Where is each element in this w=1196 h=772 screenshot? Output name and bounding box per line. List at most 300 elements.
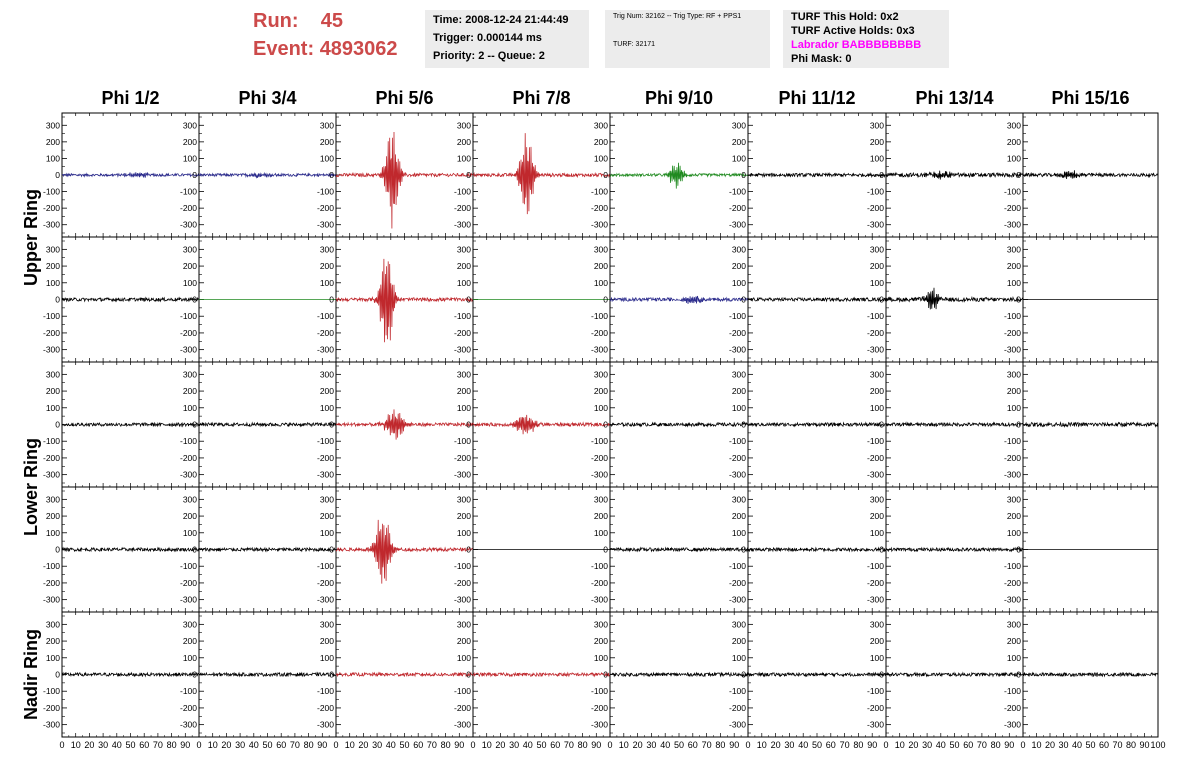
- y-tick-label: 200: [182, 386, 197, 397]
- y-tick-label: 0: [466, 294, 471, 305]
- y-tick-label: -200: [316, 702, 334, 713]
- x-tick-label: 10: [344, 740, 355, 750]
- y-tick-label: -300: [590, 719, 608, 730]
- y-tick-label: -300: [590, 344, 608, 355]
- y-tick-label: -100: [590, 186, 608, 197]
- waveform-trace: [610, 163, 748, 189]
- y-tick-label: -100: [866, 311, 884, 322]
- x-tick-label: 70: [152, 740, 163, 750]
- y-tick-label: -300: [453, 469, 471, 480]
- y-tick-label: 200: [319, 261, 334, 272]
- y-tick-label: 0: [192, 170, 197, 180]
- y-tick-label: 300: [319, 494, 334, 505]
- y-tick-label: 100: [182, 527, 197, 538]
- y-tick-label: 200: [45, 636, 60, 647]
- y-tick-label: -100: [728, 311, 746, 322]
- y-tick-label: -100: [866, 186, 884, 197]
- y-tick-label: 100: [731, 527, 746, 538]
- y-tick-label: 0: [741, 544, 746, 555]
- waveform-trace: [1023, 170, 1158, 179]
- y-tick-label: -200: [866, 702, 884, 713]
- x-tick-label: 20: [84, 740, 95, 750]
- y-tick-label: 0: [466, 544, 471, 555]
- waveform-trace: [748, 548, 886, 551]
- x-tick-label: 30: [784, 740, 795, 750]
- x-tick-label: 10: [70, 740, 81, 750]
- y-tick-label: 0: [55, 669, 60, 680]
- waveform-trace: [473, 133, 610, 214]
- y-tick-label: 300: [45, 369, 60, 380]
- y-tick-label: -200: [316, 327, 334, 338]
- y-tick-label: 100: [45, 527, 60, 538]
- y-tick-label: -200: [590, 203, 608, 214]
- y-tick-label: -300: [1003, 469, 1021, 480]
- waveform-trace: [748, 298, 886, 301]
- y-tick-label: 0: [329, 669, 334, 680]
- y-tick-label: -200: [866, 452, 884, 463]
- y-tick-label: 0: [329, 419, 334, 430]
- x-tick-label: 80: [440, 740, 451, 750]
- trig-num-text: Trig Num: 32162 -- Trig Type: RF + PPS1: [613, 13, 742, 20]
- waveform-trace: [748, 423, 886, 426]
- y-tick-label: 100: [731, 277, 746, 288]
- x-tick-label: 70: [426, 740, 437, 750]
- y-tick-label: -100: [728, 436, 746, 447]
- y-tick-label: -300: [42, 469, 60, 480]
- phi-mask-text: Phi Mask: 0: [791, 53, 852, 65]
- y-tick-label: 200: [45, 136, 60, 147]
- y-tick-label: -300: [316, 219, 334, 230]
- y-tick-label: 200: [1006, 136, 1021, 147]
- y-tick-label: 300: [593, 369, 608, 380]
- y-tick-label: 0: [603, 170, 608, 180]
- y-tick-label: -200: [42, 203, 60, 214]
- x-tick-label: 40: [798, 740, 809, 750]
- y-tick-label: -200: [316, 577, 334, 588]
- x-tick-label: 80: [166, 740, 177, 750]
- y-tick-label: 300: [182, 369, 197, 380]
- y-tick-label: -200: [1003, 702, 1021, 713]
- waveform-trace: [473, 673, 610, 676]
- x-tick-label: 0: [1020, 740, 1026, 750]
- y-tick-label: 200: [731, 136, 746, 147]
- x-tick-label: 10: [756, 740, 767, 750]
- y-tick-label: -300: [1003, 719, 1021, 730]
- x-tick-label: 70: [289, 740, 300, 750]
- y-tick-label: 300: [593, 120, 608, 131]
- y-tick-label: 100: [45, 153, 60, 164]
- x-tick-label: 80: [303, 740, 314, 750]
- y-tick-label: 100: [731, 652, 746, 663]
- y-tick-label: 0: [192, 669, 197, 680]
- x-tick-label: 90: [591, 740, 602, 750]
- waveform-trace: [610, 423, 748, 426]
- y-tick-label: -100: [42, 686, 60, 697]
- y-tick-label: 200: [731, 261, 746, 272]
- x-tick-label: 0: [59, 740, 65, 750]
- y-tick-label: -200: [1003, 203, 1021, 214]
- y-tick-label: 0: [603, 419, 608, 430]
- x-tick-label: 50: [949, 740, 960, 750]
- y-tick-label: 100: [182, 277, 197, 288]
- y-tick-label: -300: [1003, 344, 1021, 355]
- y-tick-label: 100: [1006, 402, 1021, 413]
- y-tick-label: 200: [319, 511, 334, 522]
- event-label: Event:: [253, 38, 315, 60]
- y-tick-label: 100: [869, 527, 884, 538]
- y-tick-label: 100: [456, 402, 471, 413]
- column-title: Phi 1/2: [101, 88, 160, 108]
- waveform-trace: [610, 548, 748, 551]
- y-tick-label: 100: [869, 652, 884, 663]
- time-text: Time: 2008-12-24 21:44:49: [433, 14, 569, 26]
- x-tick-label: 70: [839, 740, 850, 750]
- y-tick-label: 300: [1006, 244, 1021, 255]
- run-label: Run:: [253, 10, 299, 32]
- y-tick-label: 100: [45, 277, 60, 288]
- x-tick-label: 0: [470, 740, 476, 750]
- y-tick-label: 300: [182, 494, 197, 505]
- run-value: 45: [320, 10, 344, 32]
- y-tick-label: 0: [466, 170, 471, 180]
- waveform-trace: [336, 409, 473, 439]
- x-tick-label: 40: [385, 740, 396, 750]
- y-tick-label: 100: [1006, 153, 1021, 164]
- y-tick-label: 0: [466, 419, 471, 430]
- y-tick-label: 300: [869, 494, 884, 505]
- waveform-trace: [336, 520, 473, 584]
- y-tick-label: 300: [869, 619, 884, 630]
- y-tick-label: 300: [869, 369, 884, 380]
- y-tick-label: 100: [319, 402, 334, 413]
- y-tick-label: 300: [182, 244, 197, 255]
- y-tick-label: -200: [590, 577, 608, 588]
- y-tick-label: -100: [316, 311, 334, 322]
- y-tick-label: 0: [603, 294, 608, 305]
- y-tick-label: -300: [453, 344, 471, 355]
- y-tick-label: -300: [590, 594, 608, 605]
- waveform-trace: [62, 673, 199, 676]
- y-tick-label: 300: [319, 120, 334, 131]
- y-tick-label: 300: [319, 369, 334, 380]
- x-tick-label: 20: [495, 740, 506, 750]
- y-tick-label: -300: [728, 219, 746, 230]
- y-tick-label: 200: [731, 636, 746, 647]
- x-tick-label: 10: [1031, 740, 1042, 750]
- y-tick-label: -300: [179, 469, 197, 480]
- y-tick-label: -200: [728, 203, 746, 214]
- y-tick-label: 300: [1006, 494, 1021, 505]
- y-tick-label: 0: [329, 170, 334, 180]
- y-tick-label: -300: [728, 719, 746, 730]
- y-tick-label: 100: [1006, 277, 1021, 288]
- y-tick-label: 0: [55, 170, 60, 180]
- x-tick-label: 90: [729, 740, 740, 750]
- y-tick-label: 300: [456, 494, 471, 505]
- y-tick-label: -100: [316, 686, 334, 697]
- x-tick-label: 40: [1071, 740, 1083, 750]
- x-tick-label: 60: [825, 740, 836, 750]
- y-tick-label: 200: [456, 636, 471, 647]
- waveform-trace: [62, 172, 199, 177]
- y-tick-label: -300: [453, 719, 471, 730]
- y-tick-label: -200: [590, 327, 608, 338]
- x-tick-label: 90: [1004, 740, 1015, 750]
- y-tick-label: 100: [593, 277, 608, 288]
- y-tick-label: 300: [456, 120, 471, 131]
- x-tick-label: 10: [618, 740, 629, 750]
- y-tick-label: -300: [590, 219, 608, 230]
- waveform-trace: [886, 548, 1023, 551]
- y-tick-label: 200: [1006, 386, 1021, 397]
- y-tick-label: 300: [593, 494, 608, 505]
- x-tick-label: 60: [276, 740, 287, 750]
- y-tick-label: -300: [42, 219, 60, 230]
- y-tick-label: 200: [869, 261, 884, 272]
- y-tick-label: 0: [55, 544, 60, 555]
- turf-this-hold-text: TURF This Hold: 0x2: [791, 11, 899, 23]
- y-tick-label: -300: [866, 344, 884, 355]
- y-tick-label: -100: [728, 186, 746, 197]
- y-tick-label: -300: [728, 469, 746, 480]
- y-tick-label: -300: [179, 344, 197, 355]
- x-tick-label: 50: [1085, 740, 1096, 750]
- y-tick-label: 300: [593, 619, 608, 630]
- waveform-trace: [199, 173, 336, 178]
- y-tick-label: -100: [316, 436, 334, 447]
- y-tick-label: -300: [1003, 219, 1021, 230]
- y-tick-label: -100: [590, 561, 608, 572]
- y-tick-label: -200: [42, 702, 60, 713]
- y-tick-label: 0: [466, 669, 471, 680]
- x-tick-label: 60: [413, 740, 424, 750]
- y-tick-label: -200: [866, 203, 884, 214]
- y-tick-label: -100: [316, 186, 334, 197]
- y-tick-label: -100: [866, 686, 884, 697]
- y-tick-label: 0: [879, 544, 884, 555]
- y-tick-label: 0: [1016, 170, 1021, 180]
- y-tick-label: 0: [741, 669, 746, 680]
- y-tick-label: -300: [179, 219, 197, 230]
- waveform-trace: [610, 673, 748, 676]
- waveform-trace: [473, 415, 610, 434]
- y-tick-label: -300: [453, 594, 471, 605]
- x-tick-label: 50: [125, 740, 136, 750]
- y-tick-label: 200: [319, 136, 334, 147]
- waveform-trace: [1023, 423, 1158, 427]
- column-title: Phi 15/16: [1051, 88, 1130, 108]
- y-tick-label: 0: [192, 294, 197, 305]
- y-tick-label: -100: [728, 561, 746, 572]
- y-tick-label: 100: [319, 153, 334, 164]
- y-tick-label: -200: [42, 577, 60, 588]
- y-tick-label: 300: [869, 120, 884, 131]
- y-tick-label: -100: [42, 311, 60, 322]
- y-tick-label: 100: [319, 277, 334, 288]
- y-tick-label: 100: [456, 277, 471, 288]
- y-tick-label: -100: [1003, 186, 1021, 197]
- y-tick-label: 0: [55, 419, 60, 430]
- y-tick-label: -100: [316, 561, 334, 572]
- waveform-trace: [62, 423, 199, 426]
- y-tick-label: 0: [1016, 419, 1021, 430]
- y-tick-label: 0: [879, 294, 884, 305]
- y-tick-label: 300: [45, 494, 60, 505]
- y-tick-label: -200: [590, 452, 608, 463]
- row-label: Nadir Ring: [21, 628, 41, 721]
- y-tick-label: 200: [731, 386, 746, 397]
- y-tick-label: -300: [590, 469, 608, 480]
- y-tick-label: 200: [456, 511, 471, 522]
- x-tick-label: 70: [1112, 740, 1123, 750]
- y-tick-label: -300: [453, 219, 471, 230]
- x-tick-label: 50: [399, 740, 410, 750]
- y-tick-label: -100: [1003, 311, 1021, 322]
- y-tick-label: 300: [319, 244, 334, 255]
- y-tick-label: -300: [728, 594, 746, 605]
- y-tick-label: -200: [453, 452, 471, 463]
- y-tick-label: -200: [42, 452, 60, 463]
- x-tick-label: 90: [317, 740, 328, 750]
- y-tick-label: -200: [179, 327, 197, 338]
- y-tick-label: -300: [866, 219, 884, 230]
- x-tick-label: 0: [745, 740, 751, 750]
- x-tick-label: 10: [894, 740, 905, 750]
- y-tick-label: -200: [453, 702, 471, 713]
- x-tick-label: 0: [607, 740, 613, 750]
- y-tick-label: -100: [728, 686, 746, 697]
- y-tick-label: 300: [593, 244, 608, 255]
- x-tick-label: 100: [1150, 740, 1166, 750]
- y-tick-label: -300: [42, 594, 60, 605]
- y-tick-label: -100: [453, 311, 471, 322]
- trigger-text: Trigger: 0.000144 ms: [433, 32, 542, 44]
- y-tick-label: 200: [593, 136, 608, 147]
- x-tick-label: 60: [550, 740, 561, 750]
- y-tick-label: 200: [319, 386, 334, 397]
- x-tick-label: 60: [963, 740, 974, 750]
- y-tick-label: -100: [866, 561, 884, 572]
- y-tick-label: -200: [42, 327, 60, 338]
- y-tick-label: 0: [1016, 294, 1021, 305]
- y-tick-label: -100: [42, 186, 60, 197]
- y-tick-label: -200: [316, 203, 334, 214]
- waveform-trace: [62, 548, 199, 551]
- y-tick-label: 200: [869, 386, 884, 397]
- y-tick-label: 100: [593, 402, 608, 413]
- x-tick-label: 50: [262, 740, 273, 750]
- y-tick-label: 300: [731, 619, 746, 630]
- y-tick-label: 100: [182, 652, 197, 663]
- row-label: Upper Ring: [21, 189, 41, 286]
- y-tick-label: 100: [731, 153, 746, 164]
- x-tick-label: 20: [908, 740, 919, 750]
- y-tick-label: 200: [731, 511, 746, 522]
- y-tick-label: -100: [179, 311, 197, 322]
- x-tick-label: 60: [139, 740, 150, 750]
- y-tick-label: 0: [741, 419, 746, 430]
- y-tick-label: -300: [316, 719, 334, 730]
- x-tick-label: 70: [563, 740, 574, 750]
- y-tick-label: 100: [593, 527, 608, 538]
- x-tick-label: 0: [883, 740, 889, 750]
- y-tick-label: 0: [603, 544, 608, 555]
- y-tick-label: 300: [45, 120, 60, 131]
- y-tick-label: -300: [179, 594, 197, 605]
- y-tick-label: -100: [1003, 686, 1021, 697]
- x-tick-label: 30: [1058, 740, 1069, 750]
- x-tick-label: 40: [660, 740, 671, 750]
- x-tick-label: 20: [358, 740, 369, 750]
- x-tick-label: 60: [687, 740, 698, 750]
- y-tick-label: -300: [316, 469, 334, 480]
- y-tick-label: 300: [456, 244, 471, 255]
- y-tick-label: -200: [453, 203, 471, 214]
- waveform-trace: [199, 673, 336, 676]
- y-tick-label: -200: [728, 452, 746, 463]
- y-tick-label: -300: [179, 719, 197, 730]
- y-tick-label: 300: [869, 244, 884, 255]
- y-tick-label: 100: [869, 277, 884, 288]
- x-tick-label: 30: [98, 740, 109, 750]
- y-tick-label: -300: [42, 344, 60, 355]
- y-tick-label: -100: [179, 436, 197, 447]
- x-tick-label: 0: [196, 740, 202, 750]
- x-tick-label: 90: [180, 740, 191, 750]
- x-tick-label: 50: [673, 740, 685, 750]
- y-tick-label: 100: [319, 652, 334, 663]
- y-tick-label: 200: [456, 386, 471, 397]
- column-title: Phi 5/6: [375, 88, 434, 108]
- x-tick-label: 30: [235, 740, 246, 750]
- y-tick-label: 200: [1006, 511, 1021, 522]
- turf-active-holds-text: TURF Active Holds: 0x3: [791, 25, 915, 37]
- x-tick-label: 40: [935, 740, 946, 750]
- y-tick-label: 100: [731, 402, 746, 413]
- waveform-trace: [1023, 673, 1158, 676]
- x-tick-label: 90: [867, 740, 878, 750]
- y-tick-label: 0: [741, 170, 746, 180]
- y-tick-label: -300: [1003, 594, 1021, 605]
- x-tick-label: 90: [454, 740, 465, 750]
- y-tick-label: -300: [316, 594, 334, 605]
- waveform-trace: [199, 548, 336, 551]
- y-tick-label: 300: [182, 619, 197, 630]
- y-tick-label: -100: [179, 186, 197, 197]
- y-tick-label: 200: [182, 636, 197, 647]
- x-tick-label: 80: [853, 740, 864, 750]
- x-tick-label: 0: [333, 740, 339, 750]
- x-tick-label: 80: [990, 740, 1001, 750]
- y-tick-label: 100: [456, 153, 471, 164]
- y-tick-label: 0: [603, 669, 608, 680]
- y-tick-label: 200: [45, 511, 60, 522]
- y-tick-label: 300: [731, 369, 746, 380]
- y-tick-label: -200: [179, 577, 197, 588]
- x-tick-label: 20: [770, 740, 781, 750]
- y-tick-label: 300: [731, 244, 746, 255]
- y-tick-label: -100: [453, 686, 471, 697]
- y-tick-label: 100: [45, 402, 60, 413]
- event-value: 4893062: [319, 38, 398, 60]
- y-tick-label: 200: [182, 261, 197, 272]
- y-tick-label: 100: [593, 153, 608, 164]
- waveform-trace: [62, 298, 199, 301]
- y-tick-label: 0: [55, 294, 60, 305]
- y-tick-label: 0: [192, 419, 197, 430]
- waveform-trace: [336, 259, 473, 342]
- y-tick-label: -200: [179, 452, 197, 463]
